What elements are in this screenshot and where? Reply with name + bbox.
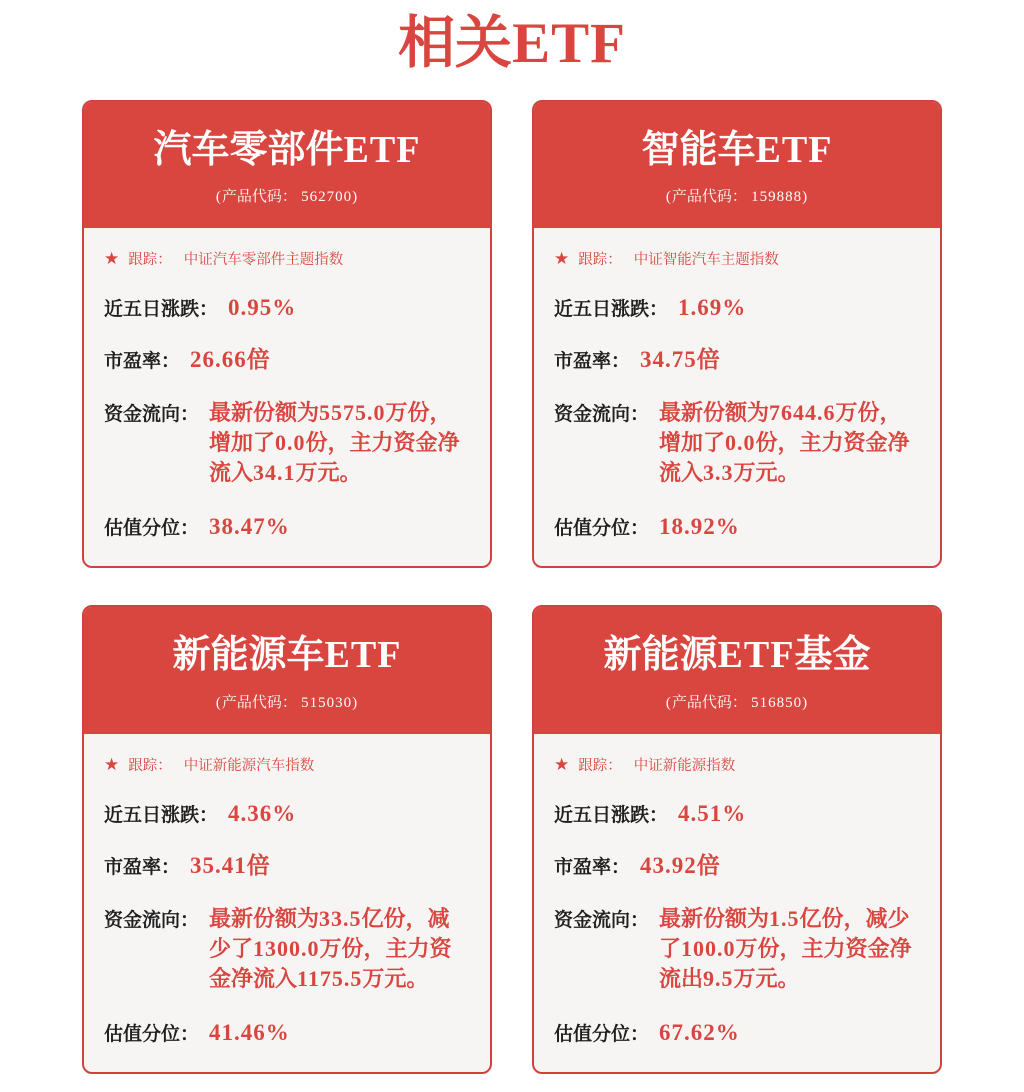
tracking-index: 中证新能源指数 [633,758,736,775]
fund-flow-label: 资金流向： [104,910,200,932]
fund-flow-value: 最新份额为33.5亿份，减少了1300.0万份，主力资金净流入1175.5万元。 [209,906,452,992]
etf-product-code: (产品代码： 562700) [215,188,359,206]
five-day-change-row [554,800,920,827]
pe-ratio-value: 35.41倍 [190,852,270,879]
valuation-value: 18.92% [659,514,740,540]
pe-ratio-row [104,852,470,879]
fund-flow-label: 资金流向： [554,404,650,426]
five-day-change-value: 4.36% [228,801,297,827]
five-day-change-row [104,294,470,321]
star-icon: ★ [104,755,120,775]
fund-flow-row [554,398,920,488]
page-title: 相关ETF [398,11,626,75]
etf-card-body [84,734,490,1072]
etf-card-header [84,102,490,229]
five-day-change-value: 0.95% [228,295,297,321]
valuation-label: 估值分位： [554,518,650,540]
tracking-row [554,754,920,775]
etf-card-body [534,734,940,1072]
fund-flow-row [554,904,920,994]
five-day-change-row [554,294,920,321]
tracking-label: 跟踪： [578,252,622,269]
valuation-value: 41.46% [209,1020,290,1046]
etf-card-header [534,102,940,229]
tracking-index: 中证汽车零部件主题指数 [183,252,344,269]
fund-flow-value: 最新份额为5575.0万份，增加了0.0份，主力资金净流入34.1万元。 [209,400,460,486]
valuation-row [104,1019,470,1046]
star-icon: ★ [104,249,120,269]
five-day-change-label: 近五日涨跌： [104,805,219,827]
valuation-value: 67.62% [659,1020,740,1046]
valuation-row [104,513,470,540]
pe-ratio-row [554,346,920,373]
five-day-change-label: 近五日涨跌： [554,299,669,321]
fund-flow-row [104,398,470,488]
etf-name: 新能源ETF基金 [603,634,871,677]
etf-card-xinnengyuan-jijin [532,605,942,1074]
etf-card-body [534,228,940,566]
tracking-index: 中证智能汽车主题指数 [633,252,779,269]
pe-ratio-row [554,852,920,879]
tracking-row [104,754,470,775]
fund-flow-row [104,904,470,994]
tracking-label: 跟踪： [578,758,622,775]
etf-card-qiche-lingbujian [82,100,492,569]
tracking-index: 中证新能源汽车指数 [183,758,315,775]
etf-name: 新能源车ETF [172,634,402,677]
etf-card-header [84,607,490,734]
tracking-label: 跟踪： [128,758,172,775]
fund-flow-value: 最新份额为7644.6万份，增加了0.0份，主力资金净流入3.3万元。 [659,400,910,486]
five-day-change-label: 近五日涨跌： [554,805,669,827]
pe-ratio-value: 34.75倍 [640,346,720,373]
tracking-label: 跟踪： [128,252,172,269]
valuation-value: 38.47% [209,514,290,540]
star-icon: ★ [554,249,570,269]
five-day-change-value: 4.51% [678,801,747,827]
etf-name: 智能车ETF [641,128,833,171]
etf-card-grid [0,100,1024,1075]
etf-product-code: (产品代码： 515030) [215,694,359,712]
etf-card-header [534,607,940,734]
pe-ratio-label: 市盈率： [104,857,181,879]
five-day-change-row [104,800,470,827]
etf-card-zhinengche [532,100,942,569]
pe-ratio-row [104,346,470,373]
tracking-row [104,248,470,269]
fund-flow-value: 最新份额为1.5亿份，减少了100.0万份，主力资金净流出9.5万元。 [659,906,912,992]
fund-flow-label: 资金流向： [554,910,650,932]
pe-ratio-label: 市盈率： [554,351,631,373]
valuation-label: 估值分位： [104,1024,200,1046]
valuation-row [554,513,920,540]
fund-flow-label: 资金流向： [104,404,200,426]
star-icon: ★ [554,755,570,775]
valuation-row [554,1019,920,1046]
valuation-label: 估值分位： [554,1024,650,1046]
valuation-label: 估值分位： [104,518,200,540]
etf-product-code: (产品代码： 516850) [665,694,809,712]
pe-ratio-label: 市盈率： [554,857,631,879]
pe-ratio-value: 43.92倍 [640,852,720,879]
pe-ratio-value: 26.66倍 [190,346,270,373]
five-day-change-label: 近五日涨跌： [104,299,219,321]
etf-card-xinnengyuanche [82,605,492,1074]
five-day-change-value: 1.69% [678,295,747,321]
tracking-row [554,248,920,269]
etf-product-code: (产品代码： 159888) [665,188,809,206]
pe-ratio-label: 市盈率： [104,351,181,373]
etf-name: 汽车零部件ETF [153,128,421,171]
etf-card-body [84,228,490,566]
